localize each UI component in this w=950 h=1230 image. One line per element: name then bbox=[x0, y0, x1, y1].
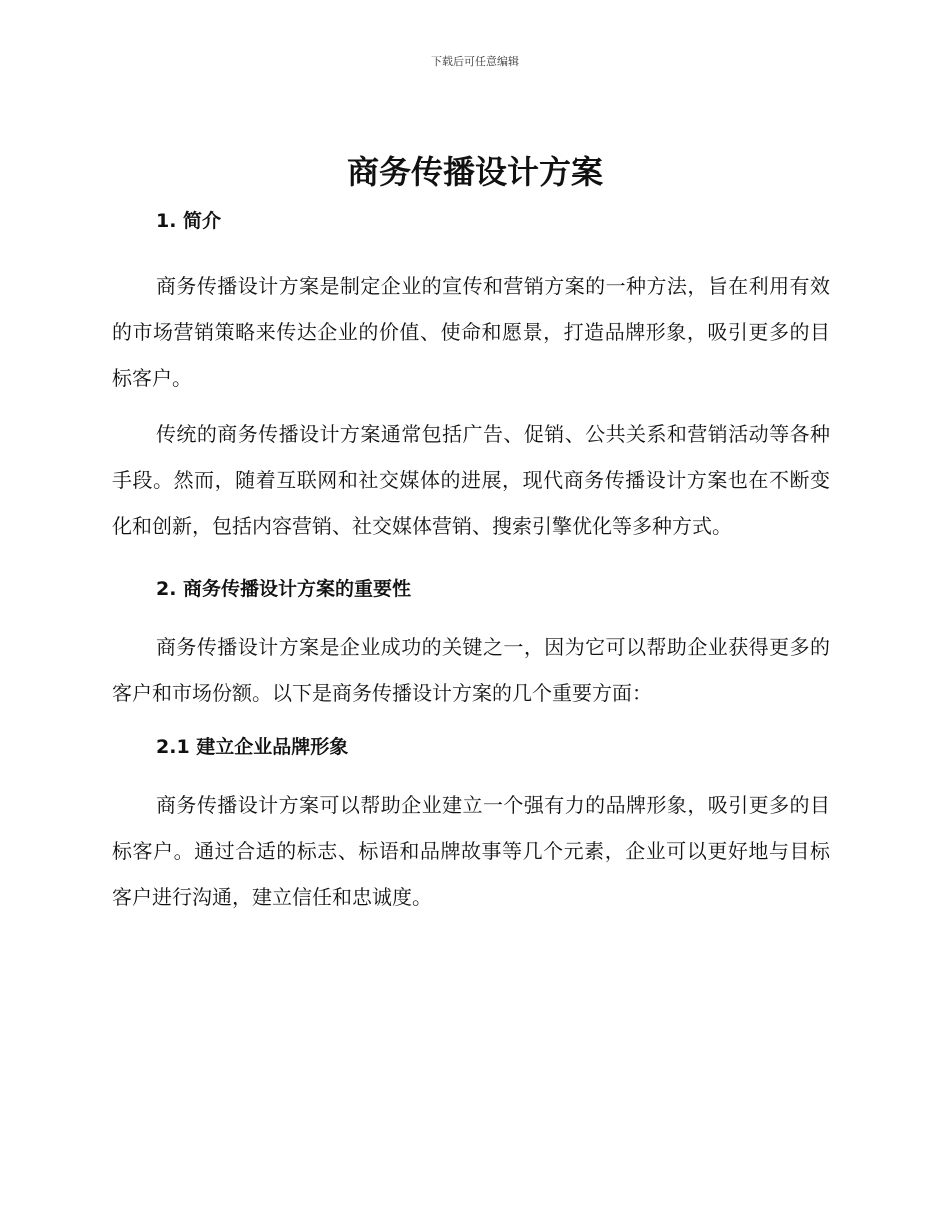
document-title: 商务传播设计方案 bbox=[346, 153, 603, 191]
paragraph: 商务传播设计方案可以帮助企业建立一个强有力的品牌形象，吸引更多的目标客户。通过合适的标志、标语和品牌故事等几个元素，企业可以更好地与目标客户进行沟通，建立信任和忠诚度。 bbox=[112, 793, 830, 909]
paragraph: 商务传播设计方案是企业成功的关键之一，因为它可以帮助企业获得更多的客户和市场份额。以下是商务传播设计方案的几个重要方面： bbox=[112, 635, 830, 705]
paragraph: 商务传播设计方案是制定企业的宣传和营销方案的一种方法，旨在利用有效的市场营销策略来传达企业的价值、使命和愿景，打造品牌形象，吸引更多的目标客户。 bbox=[112, 274, 830, 390]
section-heading-brand-image: 2.1 建立企业品牌形象 bbox=[156, 736, 349, 758]
header-note: 下载后可任意编辑 bbox=[431, 55, 519, 68]
paragraph: 传统的商务传播设计方案通常包括广告、促销、公共关系和营销活动等各种手段。然而，随着互联网和社交媒体的进展，现代商务传播设计方案也在不断变化和创新，包括内容营销、社交媒体营销、搜索引擎优化等多种方式。 bbox=[112, 422, 830, 538]
section-heading-importance: 2. 商务传播设计方案的重要性 bbox=[156, 578, 412, 600]
document-body bbox=[112, 205, 830, 920]
section-heading-intro: 1. 简介 bbox=[156, 210, 222, 232]
